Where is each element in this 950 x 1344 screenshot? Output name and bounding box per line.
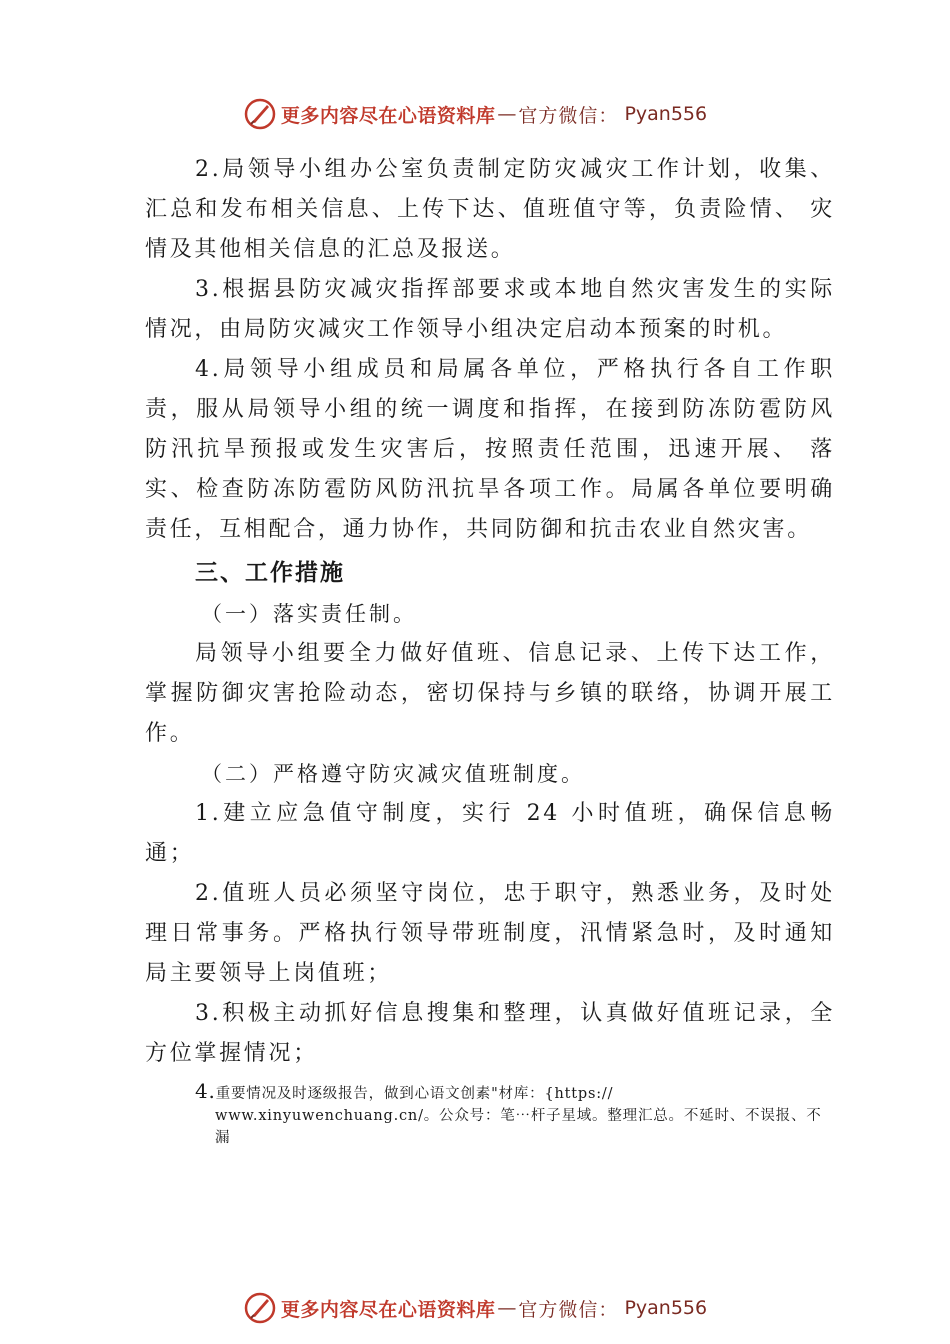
footer-banner-sub-text: 官方微信：: [518, 1298, 619, 1321]
footer-banner-dash: —: [497, 1297, 517, 1319]
banner-dash: —: [497, 103, 517, 125]
duty-item-2: 2.值班人员必须坚守岗位，忠于职守，熟悉业务，及时处理日常事务。严格执行领导带班制度，汛情紧急时，及时通知局主要领导上岗值班；: [145, 881, 835, 986]
paragraph-item-4: 4.局领导小组成员和局属各单位，严格执行各自工作职责，服从局领导小组的统一调度和指挥，在接到防冻防雹防风防汛抗旱预报或发生灾害后，按照责任范围，迅速开展、 落实、检查防冻防雹防风防汛抗旱各项工作。局属各单位要明确责任，互相配合，通力协作，共同防御和抗击农业自然灾害。: [145, 357, 835, 542]
duty-item-3: 3.积极主动抓好信息搜集和整理，认真做好值班记录，全方位掌握情况；: [145, 1001, 835, 1066]
banner-main-text: 更多内容尽在心语资料库: [280, 104, 496, 127]
section-heading: 三、工作措施: [195, 560, 345, 586]
quill-seal-icon: [243, 1291, 277, 1325]
paragraph-item-3: 3.根据县防灾减灾指挥部要求或本地自然灾害发生的实际情况，由局防灾减灾工作领导小组决定启动本预案的时机。: [145, 277, 835, 342]
quill-seal-icon: [243, 97, 277, 131]
banner-sub-text: 官方微信：: [518, 104, 619, 127]
footer-banner-main-text: 更多内容尽在心语资料库: [280, 1298, 496, 1321]
duty-item-4-continuation: www.xinyuwenchuang.cn/。公众号：笔⋯杆子星域。整理汇总。不延时、不误报、不漏: [215, 1108, 822, 1146]
footer-banner: [0, 1288, 950, 1328]
header-banner: [0, 94, 950, 134]
subheading-1: （一）落实责任制。: [201, 602, 417, 626]
duty-item-4: [195, 1080, 835, 1149]
banner-wechat-id: Pyan556: [624, 103, 708, 125]
footer-banner-wechat-id: Pyan556: [624, 1297, 708, 1319]
duty-item-4-line1: 重要情况及时逐级报告，做到心语文创素"材库：{https://: [215, 1086, 614, 1102]
subheading-2: （二）严格遵守防灾减灾值班制度。: [201, 762, 585, 786]
document-body: [145, 150, 835, 1149]
paragraph-item-2: 2.局领导小组办公室负责制定防灾减灾工作计划，收集、汇总和发布相关信息、上传下达、值班值守等，负责险情、 灾情及其他相关信息的汇总及报送。: [145, 157, 835, 262]
duty-item-4-number: 4.: [195, 1079, 216, 1103]
subsection-1-paragraph: 局领导小组要全力做好值班、信息记录、上传下达工作，掌握防御灾害抢险动态，密切保持与乡镇的联络，协调开展工作。: [145, 641, 835, 746]
duty-item-1: 1.建立应急值守制度，实行 24 小时值班，确保信息畅通；: [145, 801, 835, 866]
